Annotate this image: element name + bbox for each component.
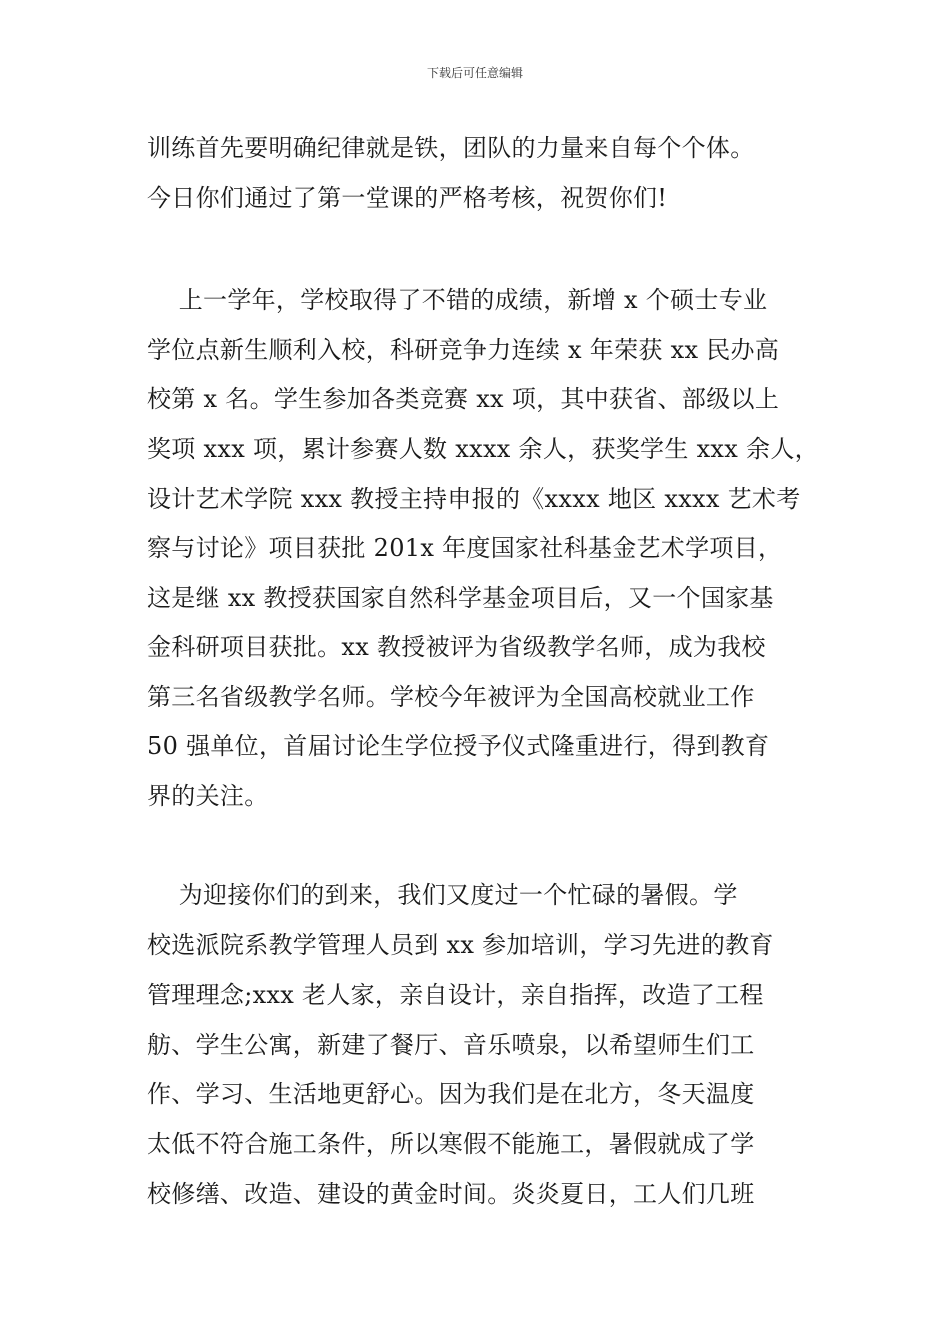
text-line: 校修缮、改造、建设的黄金时间。炎炎夏日，工人们几班: [147, 1180, 755, 1208]
text-line: 设计艺术学院 xxx 教授主持申报的《xxxx 地区 xxxx 艺术考: [147, 485, 801, 513]
text-line: 舫、学生公寓，新建了餐厅、音乐喷泉，以希望师生们工: [147, 1031, 755, 1059]
text-line: 第三名省级教学名师。学校今年被评为全国高校就业工作: [147, 683, 755, 711]
text-line: 界的关注。: [147, 782, 269, 810]
text-line: 太低不符合施工条件，所以寒假不能施工，暑假就成了学: [147, 1130, 755, 1158]
text-line: 今日你们通过了第一堂课的严格考核，祝贺你们!: [147, 184, 668, 212]
text-line: 校第 x 名。学生参加各类竞赛 xx 项，其中获省、部级以上: [147, 385, 780, 413]
text-line: 学位点新生顺利入校，科研竞争力连续 x 年荣获 xx 民办高: [147, 336, 780, 364]
text-line: 训练首先要明确纪律就是铁，团队的力量来自每个个体。: [147, 134, 755, 162]
text-line: 金科研项目获批。xx 教授被评为省级教学名师，成为我校: [147, 633, 766, 661]
text-line: 50 强单位，首届讨论生学位授予仪式隆重进行，得到教育: [147, 732, 770, 760]
text-line: 管理理念;xxx 老人家，亲自设计，亲自指挥，改造了工程: [147, 981, 764, 1009]
text-line: 作、学习、生活地更舒心。因为我们是在北方，冬天温度: [147, 1080, 755, 1108]
text-line: 为迎接你们的到来，我们又度过一个忙碌的暑假。学: [147, 881, 738, 909]
text-line: 奖项 xxx 项，累计参赛人数 xxxx 余人，获奖学生 xxx 余人，: [147, 435, 819, 463]
text-line: 这是继 xx 教授获国家自然科学基金项目后，又一个国家基: [147, 584, 774, 612]
text-line: 上一学年，学校取得了不错的成绩，新增 x 个硕士专业: [147, 286, 768, 314]
text-line: 校选派院系教学管理人员到 xx 参加培训，学习先进的教育: [147, 931, 774, 959]
page-header-note: 下载后可任意编辑: [426, 66, 523, 80]
text-line: 察与讨论》项目获批 201x 年度国家社科基金艺术学项目，: [147, 534, 783, 562]
